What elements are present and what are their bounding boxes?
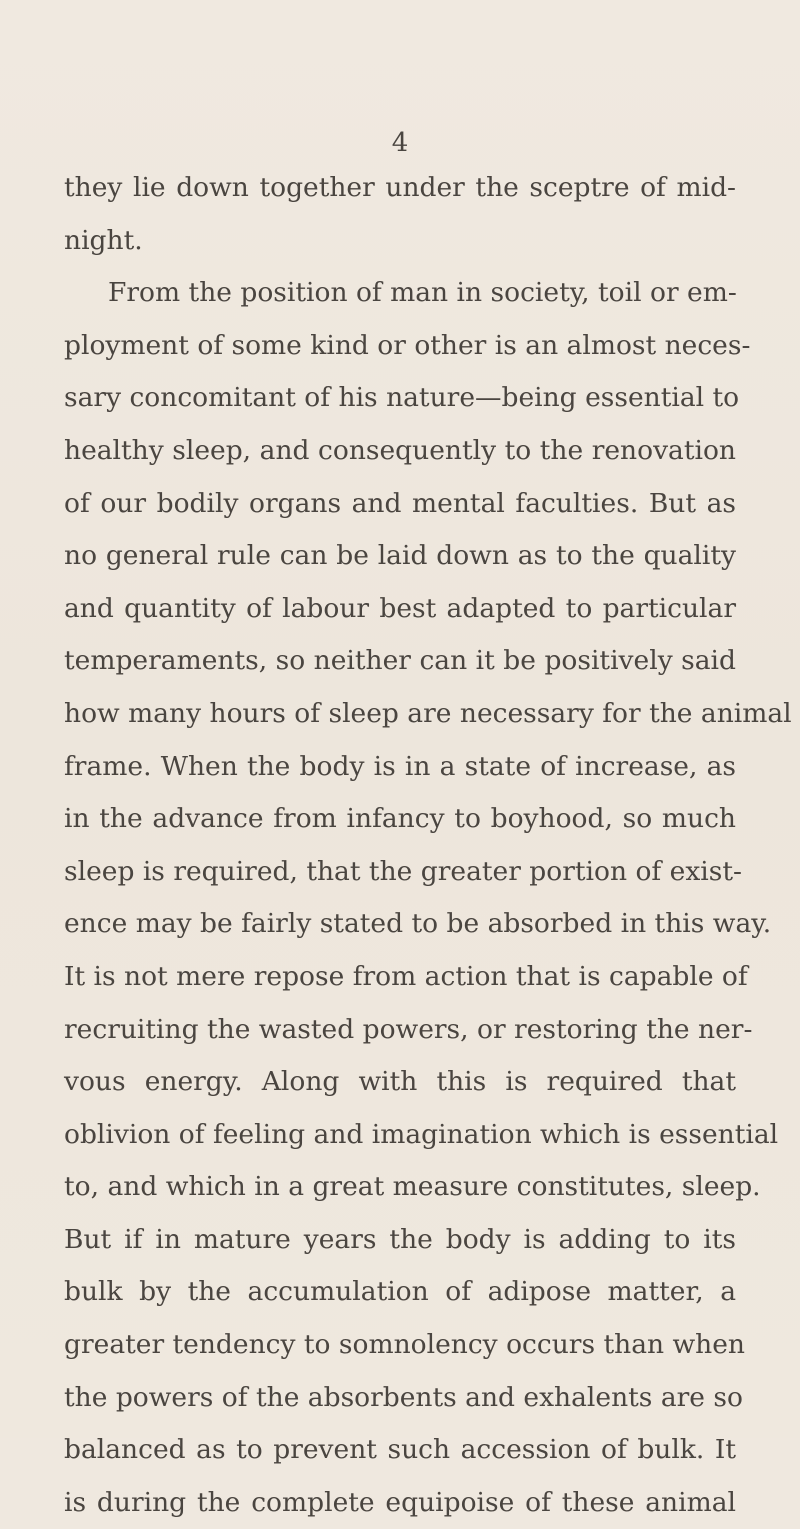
text-line: no general rule can be laid down as to the quality [64, 540, 736, 572]
text-line: of our bodily organs and mental faculties. But as [64, 487, 736, 519]
text-line: in the advance from infancy to boyhood, so much [64, 803, 736, 835]
body-text [64, 162, 792, 1529]
page-number: 4 [391, 128, 409, 158]
text-line: temperaments, so neither can it be positively said [64, 645, 736, 677]
text-line: to, and which in a great measure constitutes, sleep. [64, 1171, 761, 1203]
text-line: is during the complete equipoise of these animal [64, 1486, 736, 1518]
text-line: sleep is required, that the greater portion of exist- [64, 855, 742, 887]
text-line: It is not mere repose from action that is capable of [64, 960, 748, 992]
text-line: But if in mature years the body is adding to its [64, 1223, 736, 1255]
text-line: oblivion of feeling and imagination which is essential [64, 1118, 779, 1150]
text-line: how many hours of sleep are necessary for the animal [64, 697, 792, 729]
text-line: frame. When the body is in a state of increase, as [64, 750, 736, 782]
text-line: the powers of the absorbents and exhalents are so [64, 1381, 743, 1413]
text-line: vous energy. Along with this is required that [64, 1066, 736, 1098]
text-line: ence may be fairly stated to be absorbed in this way. [64, 908, 772, 940]
text-line: recruiting the wasted powers, or restoring the ner- [64, 1013, 753, 1045]
text-line: ployment of some kind or other is an almost neces- [64, 329, 751, 361]
text-line: greater tendency to somnolency occurs than when [64, 1329, 745, 1361]
text-line: sary concomitant of his nature—being essential to [64, 382, 740, 414]
text-line: they lie down together under the sceptre of mid- [64, 172, 736, 203]
text-line: night. [64, 224, 143, 256]
text-line: balanced as to prevent such accession of bulk. It [64, 1434, 736, 1466]
text-line: and quantity of labour best adapted to particular [64, 592, 736, 624]
text-line: From the position of man in society, toil or em- [108, 277, 737, 309]
text-line: bulk by the accumulation of adipose matter, a [64, 1276, 736, 1308]
text-line: healthy sleep, and consequently to the renovation [64, 434, 736, 466]
